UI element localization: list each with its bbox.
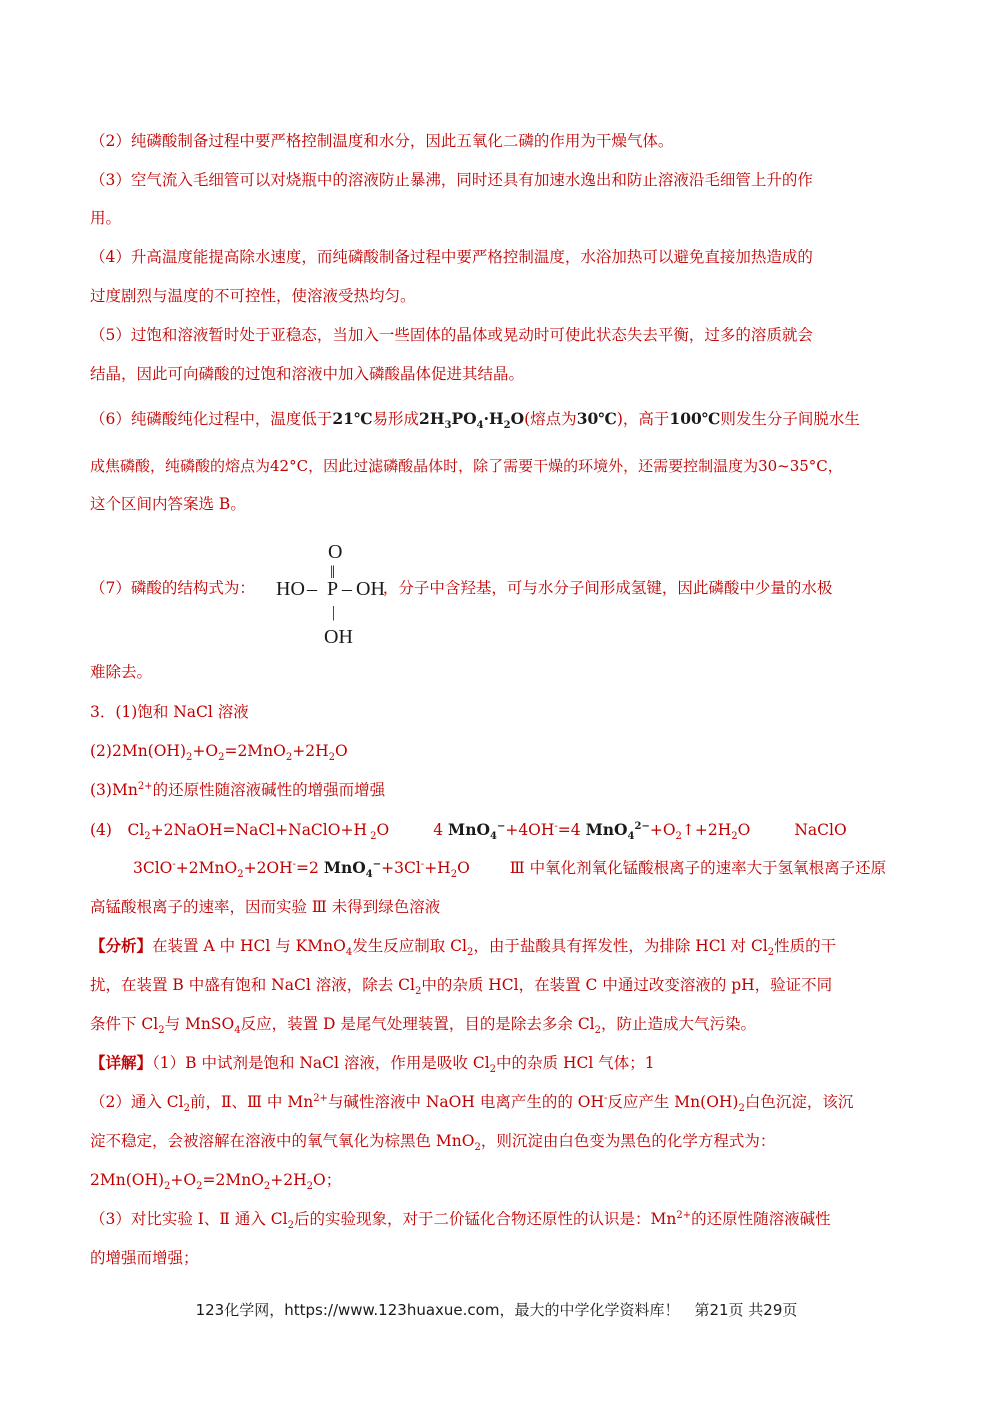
structure-bond-down: | [332,604,336,621]
structure-oh-right: OH [356,578,385,600]
answer-line: $(2)2Mn(OH)_2+O_2=2MnO_2+2H_2O$ [90,742,348,764]
structure-ho-left: HO [276,578,305,600]
detail-line: 的增强而增强； [90,1249,199,1267]
analysis-line: 扰，在装置 B 中盛有饱和 NaCl 溶液，除去 $Cl_2$中的杂质 HCl，在装置 C 中通过改变溶液的 pH，验证不同 [90,976,833,998]
detail-line: （3）对比实验 Ⅰ、Ⅱ 通入 $Cl_2$后的实验现象，对于二价锰化合物还原性的认识是：$Mn^{2+}$的还原性随溶液碱性 [90,1209,831,1232]
answer-line: 过度剧烈与温度的不可控性，使溶液受热均匀。 [90,287,416,305]
structure-oh-bottom: OH [324,626,353,648]
detail-tag: 【详解】 [90,1053,153,1072]
detail-line: 淀不稳定，会被溶解在溶液中的氧气氧化为棕黑色 MnO$_2$，则沉淀由白色变为黑色的化学方程式为： [90,1132,776,1154]
answer-line: 用。 [90,209,122,227]
detail-line: $2Mn(OH)_2+O_2=2MnO_2+2H_2O$； [90,1171,342,1193]
detail-line: （2）通入 $Cl_2$前，Ⅱ、Ⅲ 中 $Mn^{2+}$与碱性溶液中 NaOH 电离产生的的 OH-反应产生 $Mn(OH)_2$白色沉淀，该沉 [90,1092,854,1115]
answer-line: 结晶，因此可向磷酸的过饱和溶液中加入磷酸晶体促进其结晶。 [90,365,525,383]
answer-line: （6）纯磷酸纯化过程中，温度低于21℃易形成$2H_3PO_4\cdot H_2O$(熔点为30℃)，高于100℃则发生分子间脱水生 [90,409,860,432]
phosphoric-acid-structure [276,540,396,652]
answer-line: （3）空气流入毛细管可以对烧瓶中的溶液防止暴沸，同时还具有加速水逸出和防止溶液沿毛细管上升的作 [90,171,813,189]
answer-line: (4) $Cl_2+2NaOH=NaCl+NaClO+H$ $_2$O 4 MnO$_4$−+4OH-=4 $MnO_4^{2-}+O_2↑+2H_2O$ NaClO [90,820,847,843]
answer-line: （2）纯磷酸制备过程中要严格控制温度和水分，因此五氧化二磷的作用为干燥气体。 [90,132,674,150]
answer-line: （5）过饱和溶液暂时处于亚稳态，当加入一些固体的晶体或晃动时可使此状态失去平衡，过多的溶质就会 [90,326,813,344]
analysis-line: 条件下 $Cl_2$与 MnSO$_4$反应，装置 D 是尾气处理装置，目的是除去多余 $Cl_2$，防止造成大气污染。 [90,1015,757,1037]
answer-line: 3ClO-+2MnO$_2$+2OH-=2 $MnO_4^-+3Cl^-+H_2O$ Ⅲ 中氧化剂氧化锰酸根离子的速率大于氢氧根离子还原 [133,858,887,881]
structure-o-top: O [328,541,343,563]
answer-line: 难除去。 [90,663,153,681]
answer-line: 成焦磷酸，纯磷酸的熔点为42°C，因此过滤磷酸晶体时，除了需要干燥的环境外，还需要控制温度为30~35°C， [90,457,843,475]
page-footer: 123化学网，https://www.123huaxue.com，最大的中学化学资料库！ 第21页 共29页 [195,1301,798,1319]
structure-bond-right: – [342,578,352,600]
structure-svg [276,540,396,652]
answer-line: $(3)Mn^{2+}$的还原性随溶液碱性的增强而增强 [90,780,386,799]
answer-line: 高锰酸根离子的速率，因而实验 Ⅲ 未得到绿色溶液 [90,898,441,916]
answer-line: 3．(1)饱和 NaCl 溶液 [90,703,249,721]
analysis-line: 【分析】在装置 A 中 HCl 与 KMnO$_4$发生反应制取 $Cl_2$，由于盐酸具有挥发性，为排除 HCl 对 $Cl_2$性质的干 [90,936,837,959]
answer-line: 这个区间内答案选 B。 [90,495,246,513]
structure-double-bond: ‖ [330,562,336,582]
analysis-tag: 【分析】 [90,936,153,955]
detail-line: 【详解】（1）B 中试剂是饱和 NaCl 溶液，作用是吸收 $Cl_2$中的杂质 HCl 气体；1 [90,1053,655,1076]
structure-p-center: P [327,578,339,600]
answer-line: （4）升高温度能提高除水速度，而纯磷酸制备过程中要严格控制温度，水浴加热可以避免直接加热造成的 [90,248,813,266]
structure-bond-left: – [307,578,317,600]
answer-line: （7）磷酸的结构式为： ，分子中含羟基，可与水分子间形成氢键，因此磷酸中少量的水极 [90,579,833,597]
